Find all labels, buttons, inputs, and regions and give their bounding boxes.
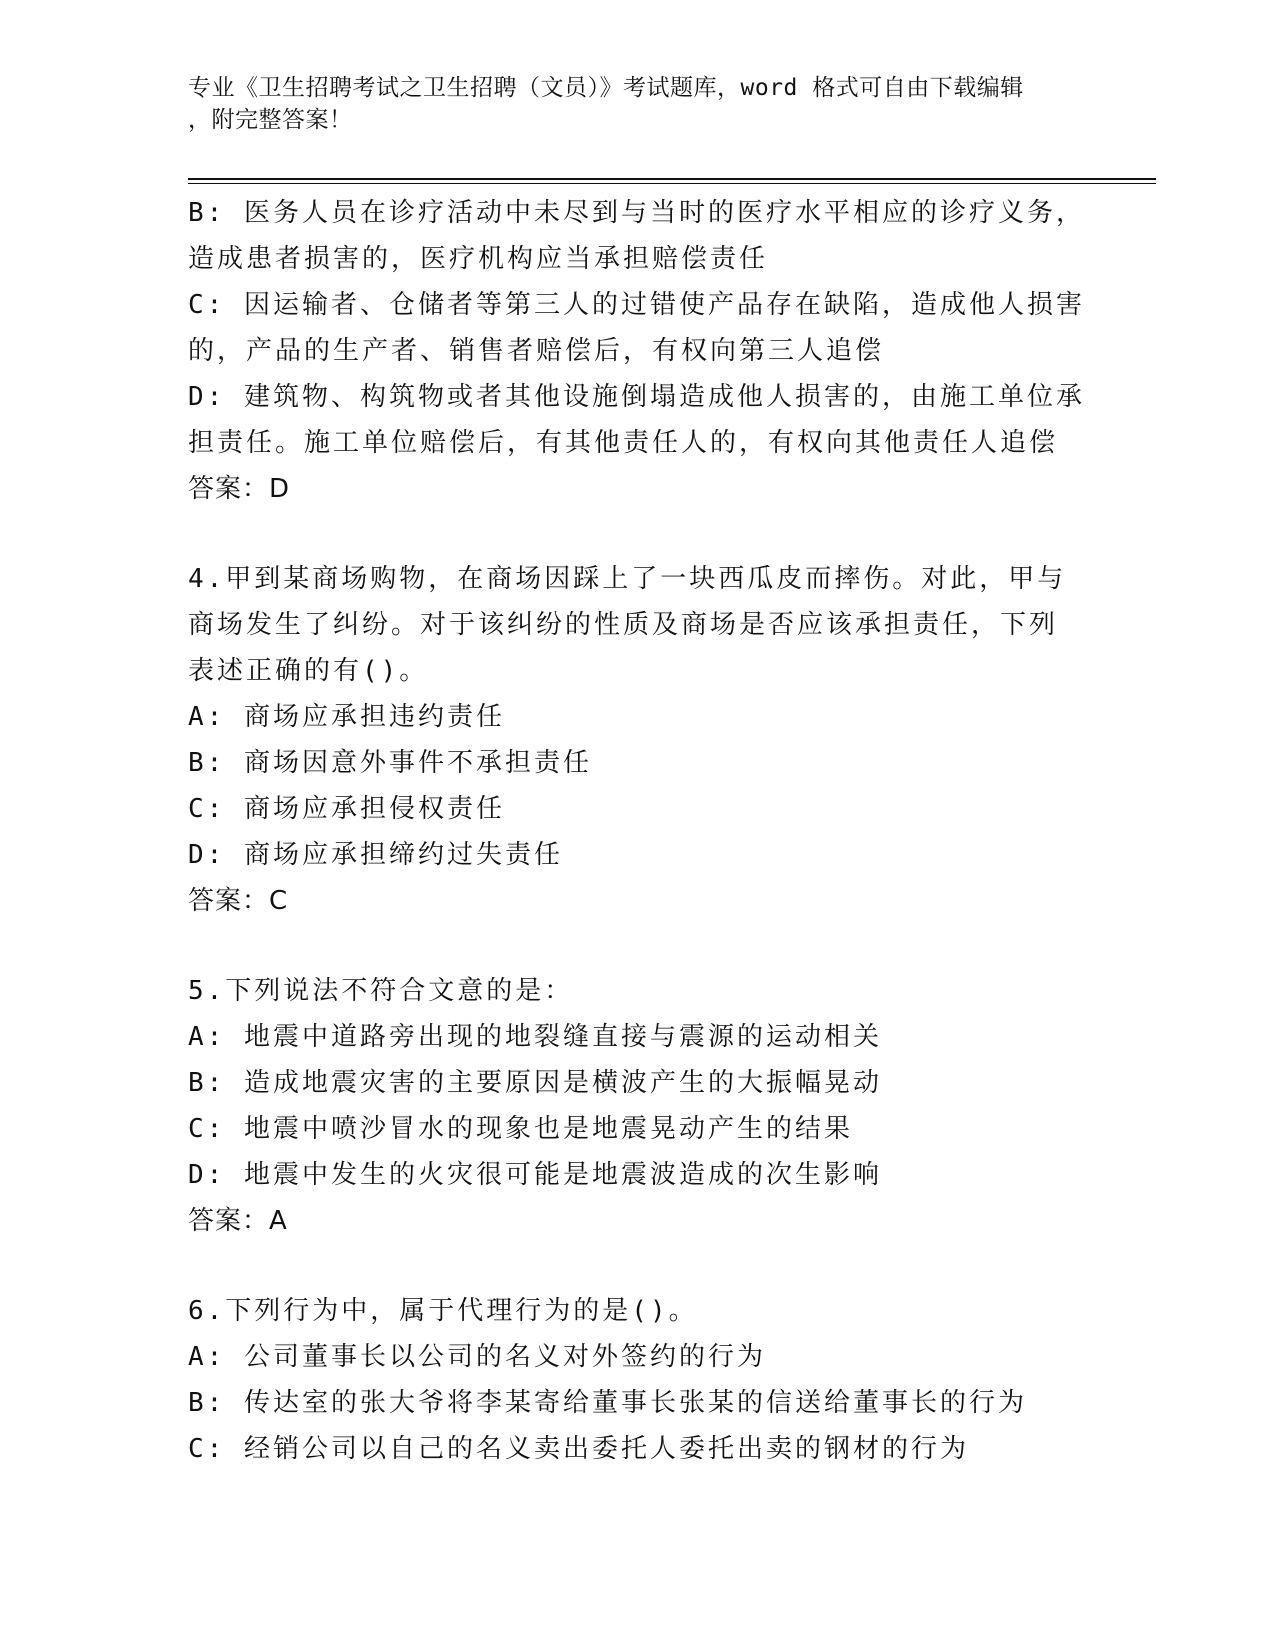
q3-option-d-line-2: 担责任。施工单位赔偿后，有其他责任人的，有权向其他责任人追偿: [188, 428, 1059, 458]
question-4: [188, 556, 1088, 924]
q3-answer: 答案：D: [188, 474, 291, 504]
document-header: [188, 72, 1078, 136]
q3-option-d-line-1: D: 建筑物、构筑物或者其他设施倒塌造成他人损害的，由施工单位承: [188, 382, 1085, 412]
q4-option-b: B: 商场因意外事件不承担责任: [188, 748, 592, 778]
q5-answer: 答案：A: [188, 1206, 288, 1236]
question-5: [188, 968, 1088, 1244]
question-3-continued: [188, 190, 1088, 512]
q6-stem: 6.下列行为中，属于代理行为的是()。: [188, 1296, 698, 1326]
q5-stem: 5.下列说法不符合文意的是：: [188, 976, 574, 1006]
header-line-2: ，附完整答案！: [188, 107, 353, 133]
q4-stem-line-2: 商场发生了纠纷。对于该纠纷的性质及商场是否应该承担责任，下列: [188, 610, 1059, 640]
q6-option-b: B: 传达室的张大爷将李某寄给董事长张某的信送给董事长的行为: [188, 1388, 1027, 1418]
q5-option-d: D: 地震中发生的火灾很可能是地震波造成的次生影响: [188, 1160, 882, 1190]
q3-option-c-line-1: C: 因运输者、仓储者等第三人的过错使产品存在缺陷，造成他人损害: [188, 290, 1085, 320]
q4-stem-line-3: 表述正确的有()。: [188, 656, 429, 686]
spacer: [188, 512, 1088, 556]
header-divider-thin: [188, 183, 1156, 184]
q5-option-a: A: 地震中道路旁出现的地裂缝直接与震源的运动相关: [188, 1022, 882, 1052]
q6-option-c: C: 经销公司以自己的名义卖出委托人委托出卖的钢材的行为: [188, 1434, 969, 1464]
header-line-1: 专业《卫生招聘考试之卫生招聘（文员）》考试题库，word 格式可自由下载编辑: [188, 75, 1024, 101]
q4-answer: 答案：C: [188, 886, 289, 916]
header-divider-thick: [188, 178, 1156, 180]
q5-option-b: B: 造成地震灾害的主要原因是横波产生的大振幅晃动: [188, 1068, 882, 1098]
question-6: [188, 1288, 1088, 1472]
q4-option-a: A: 商场应承担违约责任: [188, 702, 505, 732]
q6-option-a: A: 公司董事长以公司的名义对外签约的行为: [188, 1342, 766, 1372]
q5-option-c: C: 地震中喷沙冒水的现象也是地震晃动产生的结果: [188, 1114, 853, 1144]
spacer: [188, 924, 1088, 968]
question-content: [188, 190, 1088, 1472]
q3-option-b-line-2: 造成患者损害的，医疗机构应当承担赔偿责任: [188, 244, 769, 274]
q4-option-c: C: 商场应承担侵权责任: [188, 794, 505, 824]
q4-stem-line-1: 4.甲到某商场购物，在商场因踩上了一块西瓜皮而摔伤。对此，甲与: [188, 564, 1067, 594]
spacer: [188, 1244, 1088, 1288]
q3-option-b-line-1: B: 医务人员在诊疗活动中未尽到与当时的医疗水平相应的诊疗义务，: [188, 198, 1085, 228]
q4-option-d: D: 商场应承担缔约过失责任: [188, 840, 563, 870]
q3-option-c-line-2: 的，产品的生产者、销售者赔偿后，有权向第三人追偿: [188, 336, 885, 366]
